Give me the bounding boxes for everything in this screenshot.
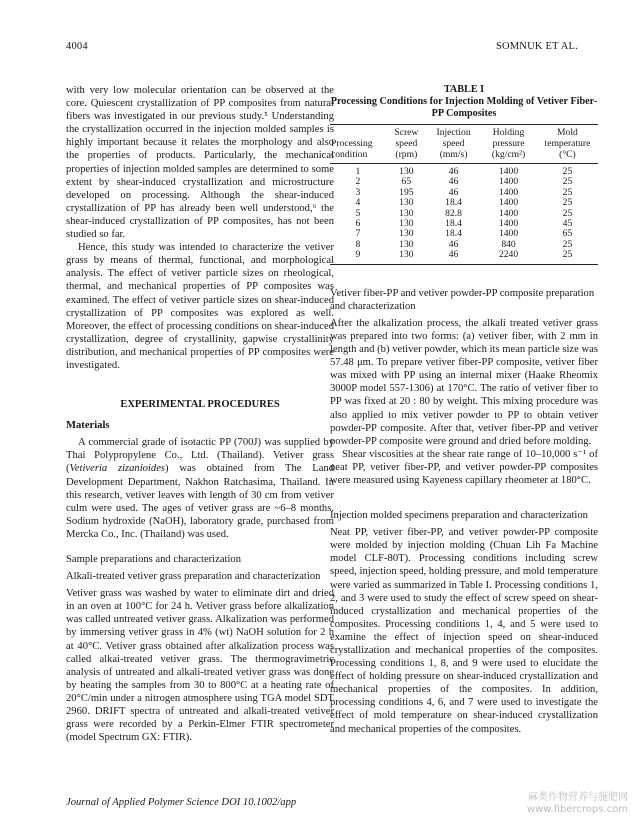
- table-cell: 1400: [498, 207, 519, 219]
- table-cell: 82.8: [445, 207, 462, 219]
- processing-conditions-table: [330, 124, 598, 265]
- table-row: [330, 250, 598, 264]
- materials-paragraph: A commercial grade of isotactic PP (700J) was supplied by Thai Polypropylene Co., Ltd. (Thailand). Vetiver grass (Vetiveria zizanioides) was obtained from The Land Development Department, Nakhon Ratchasima, Thailand. In this research, vetiver leaves with length of 30 cm from vetiver culm were used. The ages of vetiver grass are ~6–8 months. Sodium hydroxide (NaOH), laboratory grade, purchased from Mercka Co., Inc. (Thailand) was used.: [66, 437, 334, 540]
- table-header: Processing condition: [330, 125, 386, 164]
- table-cell: 3: [355, 186, 361, 198]
- table-cell: 1400: [498, 166, 519, 177]
- table-cell: 46: [448, 176, 459, 188]
- table-cell: 130: [399, 197, 414, 209]
- table-1: [330, 84, 598, 265]
- table-cell: 130: [399, 228, 414, 240]
- injection-paragraph: Neat PP, vetiver fiber-PP, and vetiver powder-PP composite were molded by injection molding (Chuan Lih Fa Machine model CLF-80T). Processing conditions including screw speed, injection speed, holding pressure, and mold temperature were varied as summarized in Table I. Processing conditions 1, 2, and 3 were used to study the effect of screw speed on shear-induced crystallization and mechanical properties of the composites. Processing conditions 1, 4, and 5 were used to examine the effect of injection speed on shear-induced crystallization and mechanical properties of the composites. Processing conditions 1, 8, and 9 were used to elucidate the effect of holding pressure on shear-induced crystallization and mechanical properties of the composites. In addition, processing conditions 4, 6, and 7 were used to investigate the effect of mold temperature on shear-induced crystallization and mechanical properties of the composites.: [330, 527, 598, 735]
- table-cell: 7: [355, 228, 361, 240]
- alkali-paragraph: Vetiver grass was washed by water to eliminate dirt and dried in an oven at 100°C for 24 h. Vetiver grass before alkalization was called untreated vetiver grass. Alkalization was performed by immersing vetiver grass in 4% (wt) NaOH solution for 2 h at 40°C. Vetiver grass obtained after alkalization process was called alkai-treated vetiver grass. The thermogravimetric analysis of untreated and alkali-treated vetiver grass was done by heating the samples from 30 to 800°C at a heating rate of 20°C/min under a nitrogen atmosphere using TGA model SDT 2960. DRIFT spectra of untreated and alkali-treated vetiver grass were recorded by a Perkin-Elmer FTIR spectrometer (model Spectrum GX: FTIR).: [66, 588, 334, 744]
- table-cell: 65: [562, 228, 573, 240]
- watermark: [516, 792, 628, 816]
- table-row: [330, 240, 598, 250]
- table-header: Holding pressure (kg/cm²): [480, 125, 537, 164]
- materials-heading: Materials: [66, 420, 110, 432]
- table-cell: 25: [562, 176, 573, 188]
- table-cell: 2: [355, 176, 361, 188]
- alkali-subheading: Alkali-treated vetiver grass preparation and characterization: [66, 571, 321, 583]
- table-cell: 18.4: [445, 218, 462, 230]
- sample-heading: Sample preparations and characterization: [66, 554, 242, 565]
- table-cell: 1400: [498, 197, 519, 209]
- table-cell: 1: [355, 166, 361, 177]
- table-cell: 25: [562, 238, 573, 250]
- intro-paragraph-2: Hence, this study was intended to characterize the vetiver grass by means of thermal, functional, and morphological analysis. The effect of vetiver particle sizes on rheological, thermal, and mechanical properties of PP composites was examined. The effect of vetiver particle sizes on shear-induced crystallization of PP composites was explored as well. Moreover, the effect of processing conditions on shear-induced crystallization, degree of crystallinity, gapwise crystallinity distribution, and mechanical properties of PP composites were investigated.: [66, 242, 334, 371]
- table-cell: 46: [448, 238, 459, 250]
- shear-paragraph: Shear viscosities at the shear rate range of 10–10,000 s⁻¹ of neat PP, vetiver fiber-PP, and vetiver powder-PP composites were measured using Kayeness capillary rheometer at 180°C.: [330, 448, 598, 486]
- table-cell: 25: [562, 197, 573, 209]
- table-row: [330, 177, 598, 187]
- table-cell: 195: [399, 186, 414, 198]
- table-cell: 1400: [498, 218, 519, 230]
- table-cell: 2240: [480, 250, 537, 264]
- right-column: [330, 84, 598, 736]
- table-cell: 130: [399, 238, 414, 250]
- journal-footer: Journal of Applied Polymer Science DOI 10.1002/app: [66, 797, 297, 808]
- table-cell: 1400: [498, 186, 519, 198]
- table-cell: 5: [355, 207, 361, 219]
- table-cell: 45: [562, 218, 573, 230]
- species-name: Vetiveria zizanioides: [69, 463, 166, 475]
- fiber-powder-paragraph: After the alkalization process, the alkali treated vetiver grass was prepared into two forms: (a) vetiver fiber, with 2 mm in length and (b) vetiver powder, which its mean particle size was 57.48 μm. To prepare vetiver fiber-PP composite, vetiver fiber was mixed with PP using an internal mixer (Haake Rheomix 3000P model 557-1306) at 170°C. The ratio of vetiver fiber to PP was fixed at 20 : 80 by weight. This mixing procedure was also applied to mix vetiver powder to PP to obtain vetiver powder-PP composite. After that, vetiver fiber-PP and vetiver powder-PP composite were ground and dried before molding.: [330, 317, 598, 447]
- watermark-line-1: 麻类作物营养与施肥网: [528, 792, 628, 803]
- table-header: Injection speed (mm/s): [427, 125, 480, 164]
- table-cell: 18.4: [445, 228, 462, 240]
- table-cell: 25: [562, 186, 573, 198]
- table-cell: 130: [399, 207, 414, 219]
- table-cell: 6: [355, 218, 361, 230]
- table-cell: 130: [386, 250, 427, 264]
- intro-paragraph-1: with very low molecular orientation can be observed at the core. Quiescent crystallization of PP composites from natural fibers was investigated in our previous study.⁵ Understanding the crystallization occurred in the injection molded samples is highly important because it relates the morphology and also the properties of products. Particularly, the mechanical properties of injection molded samples are determined to some extent by shear-induced crystallization and microstructure developed on processing. Although the shear-induced crystallization of PP has already been well understood,⁶ the shear-induced crystallization of PP composites, has not been studied so far.: [66, 85, 334, 241]
- table-cell: 130: [399, 166, 414, 177]
- watermark-line-2: www.fibercrops.com: [526, 804, 628, 815]
- table-row: [330, 198, 598, 208]
- table-header: Mold temperature (°C): [537, 125, 598, 164]
- table-cell: 1400: [498, 176, 519, 188]
- table-cell: 9: [330, 250, 386, 264]
- table-row: [330, 188, 598, 198]
- table-header: Screw speed (rpm): [386, 125, 427, 164]
- table-cell: 46: [448, 166, 459, 177]
- table-cell: 4: [355, 197, 361, 209]
- table-cell: 46: [427, 250, 480, 264]
- fiber-powder-subheading: Vetiver fiber-PP and vetiver powder-PP composite preparation and characterization: [330, 287, 595, 312]
- table-cell: 65: [401, 176, 412, 188]
- table-cell: 46: [448, 186, 459, 198]
- table-label: TABLE I: [443, 84, 485, 95]
- table-cell: 130: [399, 218, 414, 230]
- table-cell: 840: [501, 238, 516, 250]
- table-cell: 25: [562, 166, 573, 177]
- table-cell: 25: [562, 207, 573, 219]
- table-cell: 25: [537, 250, 598, 264]
- table-row: [330, 229, 598, 239]
- running-title: SOMNUK ET AL.: [495, 41, 578, 52]
- page-number: 4004: [66, 41, 88, 52]
- section-heading: EXPERIMENTAL PROCEDURES: [120, 399, 280, 411]
- table-row: [330, 209, 598, 219]
- injection-subheading: Injection molded specimens preparation and characterization: [330, 510, 588, 522]
- table-row: [330, 219, 598, 229]
- table-cell: 18.4: [445, 197, 462, 209]
- table-cell: 8: [355, 238, 361, 250]
- left-column: [66, 84, 334, 744]
- table-caption: Processing Conditions for Injection Molding of Vetiver Fiber-PP Composites: [330, 96, 598, 119]
- table-cell: 1400: [498, 228, 519, 240]
- table-row: [330, 164, 598, 178]
